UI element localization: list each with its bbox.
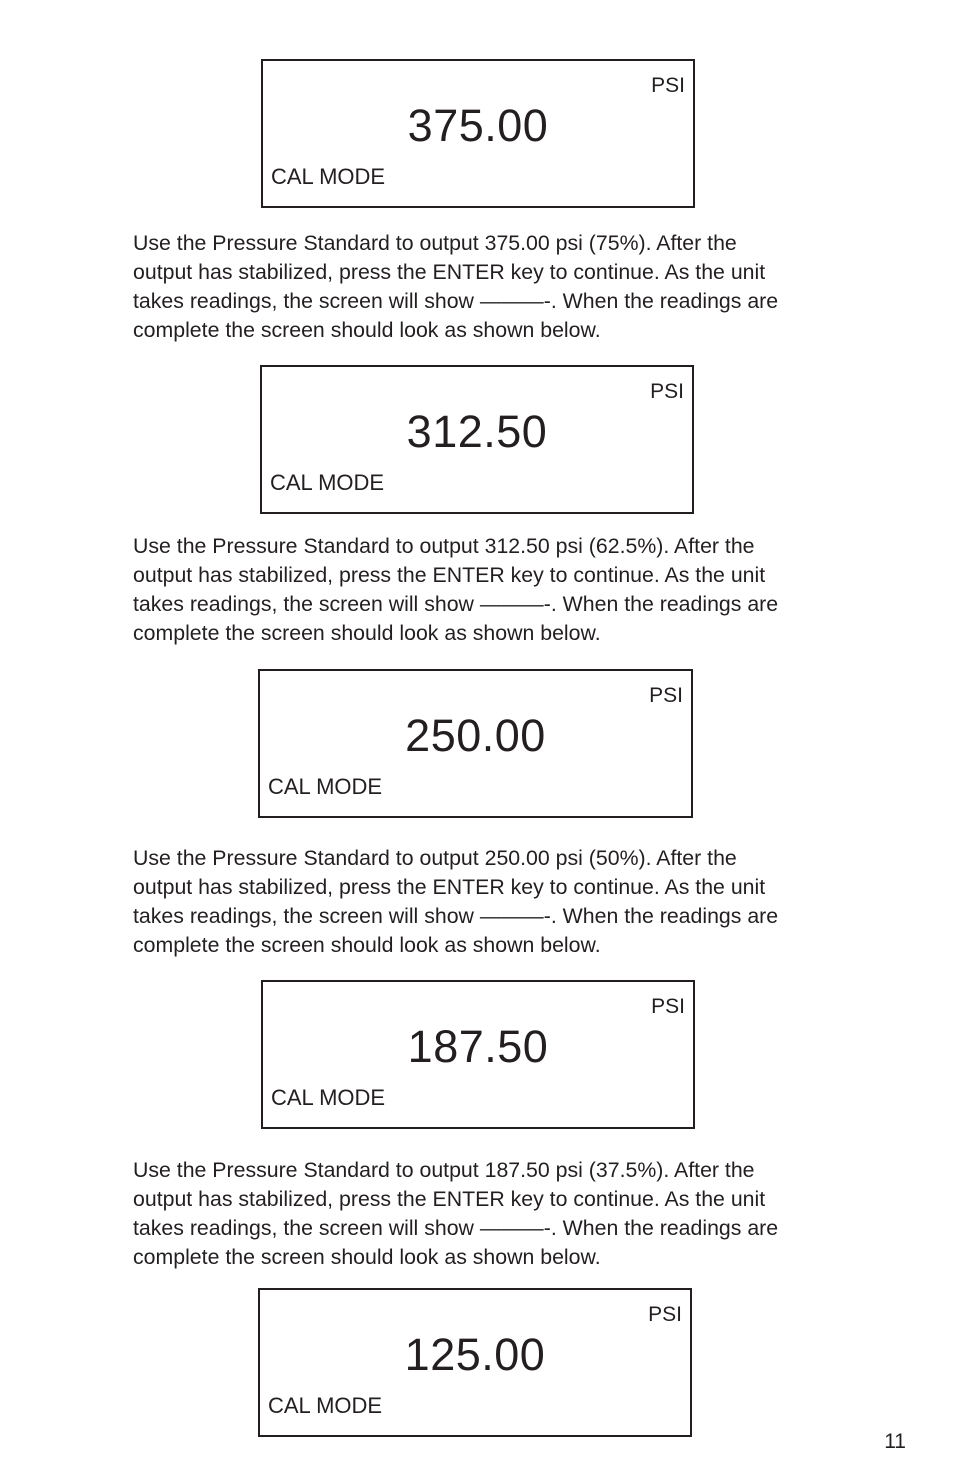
paragraph-line: takes readings, the screen will show ———-. When the readings are [133,592,779,616]
paragraph-line: output has stabilized, press the ENTER key to continue. As the unit [133,875,766,899]
paragraph-line: takes readings, the screen will show ———-. When the readings are [133,289,779,313]
display-screen [258,1288,692,1437]
pressure-reading: 312.50 [406,406,548,457]
unit-label: PSI [651,995,685,1018]
display-screen [261,59,695,208]
mode-label: CAL MODE [271,164,386,189]
display-screen [261,980,695,1129]
mode-label: CAL MODE [271,1085,386,1110]
pressure-reading: 125.00 [404,1329,546,1380]
paragraph-line: complete the screen should look as shown below. [133,933,601,957]
pressure-reading: 375.00 [407,100,549,151]
pressure-reading: 250.00 [405,710,546,761]
instruction-paragraph [133,229,893,345]
paragraph-line: Use the Pressure Standard to output 312.50 psi (62.5%). After the [133,534,755,558]
display-screen [260,365,694,514]
paragraph-line: output has stabilized, press the ENTER key to continue. As the unit [133,260,766,284]
paragraph-line: Use the Pressure Standard to output 250.00 psi (50%). After the [133,846,737,870]
paragraph-line: complete the screen should look as shown below. [133,621,601,645]
display-screen [258,669,693,818]
paragraph-line: Use the Pressure Standard to output 187.50 psi (37.5%). After the [133,1158,755,1182]
mode-label: CAL MODE [268,774,383,799]
paragraph-line: complete the screen should look as shown below. [133,1245,601,1269]
unit-label: PSI [651,74,685,97]
unit-label: PSI [650,380,684,403]
paragraph-line: takes readings, the screen will show ———-. When the readings are [133,1216,779,1240]
instruction-paragraph [133,1156,893,1272]
paragraph-line: output has stabilized, press the ENTER key to continue. As the unit [133,1187,766,1211]
paragraph-line: Use the Pressure Standard to output 375.00 psi (75%). After the [133,231,737,255]
paragraph-line: takes readings, the screen will show ———-. When the readings are [133,904,779,928]
page-number: 11 [884,1430,906,1453]
mode-label: CAL MODE [268,1393,383,1418]
instruction-paragraph [133,844,893,960]
pressure-reading: 187.50 [407,1021,549,1072]
paragraph-line: output has stabilized, press the ENTER key to continue. As the unit [133,563,766,587]
unit-label: PSI [649,684,683,707]
instruction-paragraph [133,532,893,648]
mode-label: CAL MODE [270,470,385,495]
paragraph-line: complete the screen should look as shown below. [133,318,601,342]
unit-label: PSI [648,1303,682,1326]
